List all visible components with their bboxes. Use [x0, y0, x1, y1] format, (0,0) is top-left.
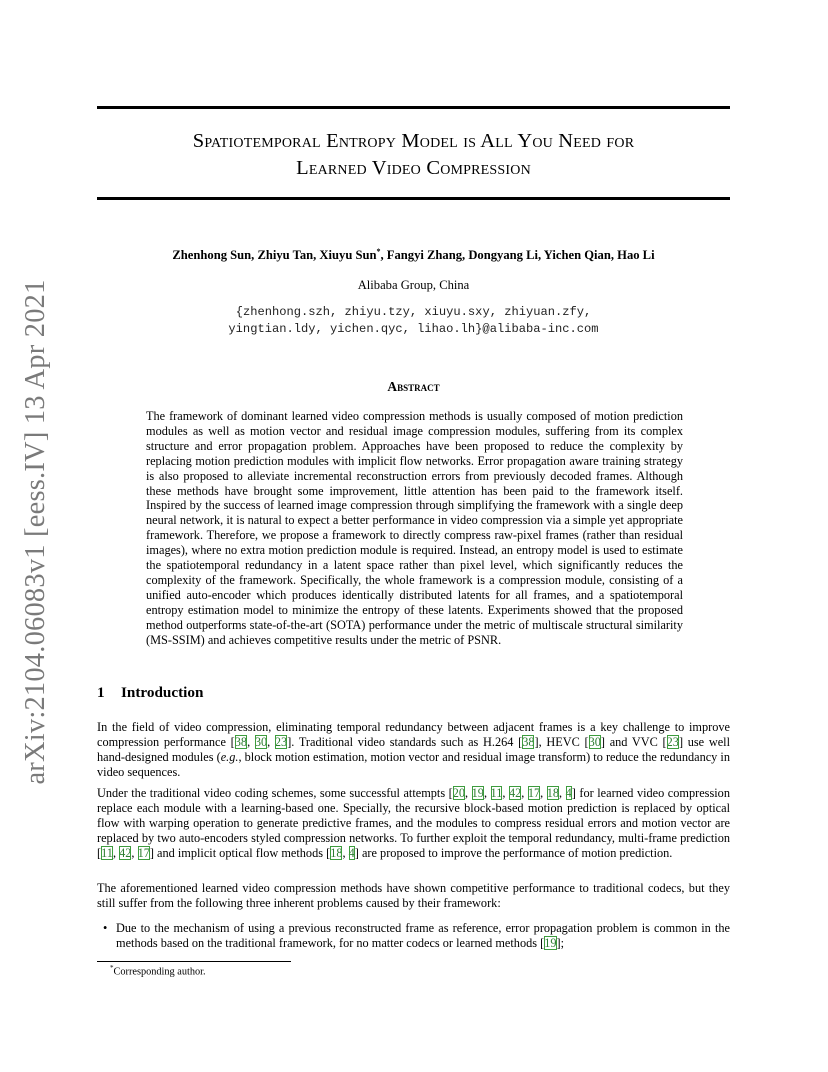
- citation-link[interactable]: 19: [471, 786, 484, 800]
- bullet-item-1: [116, 921, 730, 951]
- italic-abbrev: e.g.: [220, 749, 239, 764]
- bullet-marker: •: [103, 921, 108, 935]
- text-run: ], HEVC [: [534, 734, 589, 749]
- text-run: In the field of video compression, eliminating temporal redundancy between adjacent frames is a key challenge to improve compression performance [: [97, 720, 730, 749]
- text-run: Due to the mechanism of using a previous reconstructed frame as reference, error propagation problem is common in the methods based on the traditional framework, for no matter codecs or learned methods [: [116, 921, 730, 950]
- intro-paragraph-2: Under the traditional video coding schemes, some successful attempts [20, 19, 11, 42, 17, 18, 4] for learned video compression replace each module with a learning-based one. Specially, the recursive block-based motion prediction is replaced by optical flow with warping operation to generate predictive frames, and the modules to compress residual errors and motion vector are replaced by two auto-encoders styled compression networks. To further exploit the temporal redundancy, multi-frame prediction [11, 42, 17] and implicit optical flow methods [18, 4] are proposed to improve the performance of motion prediction.: [97, 786, 730, 860]
- citation-link[interactable]: 18: [546, 786, 560, 800]
- authors-rest: , Fangyi Zhang, Dongyang Li, Yichen Qian, Hao Li: [380, 248, 655, 263]
- title-rule-bottom: [97, 197, 730, 200]
- title-rule-top: [97, 106, 730, 109]
- section-number: 1: [97, 684, 105, 701]
- citation-link[interactable]: 11: [101, 845, 113, 860]
- citation-link[interactable]: 30: [254, 734, 268, 749]
- citation-link[interactable]: 30: [588, 734, 601, 749]
- emails-line-1: {zhenhong.szh, zhiyu.tzy, xiuyu.sxy, zhiyuan.zfy,: [235, 305, 592, 319]
- paper-title: [97, 128, 730, 182]
- citation-link[interactable]: 4: [348, 845, 355, 860]
- title-line-1: Spatiotemporal Entropy Model is All You Need for: [192, 130, 635, 152]
- text-run: ] are proposed to improve the performance of motion prediction.: [354, 845, 673, 860]
- text-run: ]. Traditional video standards such as H.264 [: [287, 734, 523, 749]
- citation-link[interactable]: 18: [330, 845, 343, 860]
- abstract-text: The framework of dominant learned video compression methods is usually composed of motion prediction modules as well as motion vector and residual image compression modules, suffering from its complex structure and error propagation problem. Approaches have been proposed to reduce the complexity by replacing motion prediction modules with implicit flow networks. Error propagation aware training strategy is also proposed to alleviate incremental reconstruction errors from previously decoded frames. Although these methods have brought some improvement, little attention has been paid to the framework itself. Inspired by the success of learned image compression through simplifying the framework with a single deep neural network, it is natural to expect a better performance in video compression via a simple yet appropriate framework. Therefore, we propose a framework to directly compress raw-pixel frames (rather than residual images), where no extra motion prediction module is required. Instead, an entropy model is used to estimate the spatiotemporal redundancy in a latent space rather than pixel level, which significantly reduces the complexity of the framework. Specifically, the whole framework is a compression module, consisting of a unified auto-encoder which produces identically distributed latents for all frames, and a spatiotemporal entropy estimation model to minimize the entropy of these latents. Experiments showed that the proposed method outperforms state-of-the-art (SOTA) performance under the metric of multiscale structural similarity (MS-SSIM) and achieves competitive results under the metric of PSNR.: [146, 409, 683, 647]
- author-list: [97, 247, 730, 263]
- footnote-text: Corresponding author.: [113, 966, 206, 978]
- citation-link[interactable]: 20: [452, 786, 466, 800]
- citation-link[interactable]: 38: [234, 734, 248, 749]
- intro-paragraph-1: In the field of video compression, eliminating temporal redundancy between adjacent frames is a key challenge to improve compression performance [38, 30, 23]. Traditional video standards such as H.264 [38], HEVC [30] and VVC [23] use well hand-designed modules (e.g., block motion estimation, motion vector and residual image transform) to reduce the redundancy in video sequences.: [97, 720, 730, 779]
- footnote: [110, 964, 206, 977]
- intro-paragraph-3: The aforementioned learned video compression methods have shown competitive performance to traditional codecs, but they still suffer from the following three inherent problems caused by their framework:: [97, 881, 730, 910]
- citation-link[interactable]: 17: [527, 786, 541, 800]
- arxiv-sidebar: [0, 0, 70, 1072]
- affiliation: Alibaba Group, China: [357, 278, 470, 292]
- text-run: , block motion estimation, motion vector and residual image transform) to reduce the redundancy in video sequences.: [97, 749, 730, 779]
- section-heading-introduction: [97, 684, 203, 702]
- citation-link[interactable]: 42: [508, 786, 522, 800]
- abstract-heading: Abstract: [387, 379, 440, 394]
- title-line-2: Learned Video Compression: [296, 157, 531, 179]
- citation-link[interactable]: 17: [137, 845, 150, 860]
- text-run: ] and VVC [: [600, 734, 667, 749]
- citation-link[interactable]: 4: [565, 786, 572, 800]
- text-run: Under the traditional video coding schemes, some successful attempts [: [97, 786, 453, 800]
- corresponding-mark[interactable]: *: [376, 247, 381, 256]
- footnote-mark: *: [110, 964, 114, 972]
- citation-link[interactable]: 23: [666, 734, 679, 749]
- citation-link[interactable]: 38: [522, 734, 535, 749]
- text-run: ];: [556, 935, 565, 950]
- author-emails: [97, 304, 730, 338]
- citation-link[interactable]: 11: [490, 786, 503, 800]
- section-title: Introduction: [121, 684, 204, 701]
- text-run: ] for learned video compression replace each module with a learning-based one. Specially, the recursive block-based motion prediction is replaced by optical flow with warping operation to generate predictive frames, and the modules to compress residual errors and motion vector are replaced by two auto-encoders styled compression networks. To further exploit the temporal redundancy, multi-frame prediction [: [97, 786, 730, 860]
- footnote-rule: [97, 961, 291, 962]
- text-run: ] use well hand-designed modules (: [97, 734, 730, 764]
- text-run: ] and implicit optical flow methods [: [149, 845, 331, 860]
- citation-link[interactable]: 23: [274, 734, 288, 749]
- citation-link[interactable]: 19: [544, 935, 557, 950]
- authors-first: Zhenhong Sun, Zhiyu Tan, Xiuyu Sun: [172, 248, 377, 263]
- emails-line-2: yingtian.ldy, yichen.qyc, lihao.lh}@alibaba-inc.com: [228, 322, 599, 336]
- arxiv-identifier: arXiv:2104.06083v1 [eess.IV] 13 Apr 2021: [20, 279, 51, 785]
- citation-link[interactable]: 42: [119, 845, 132, 860]
